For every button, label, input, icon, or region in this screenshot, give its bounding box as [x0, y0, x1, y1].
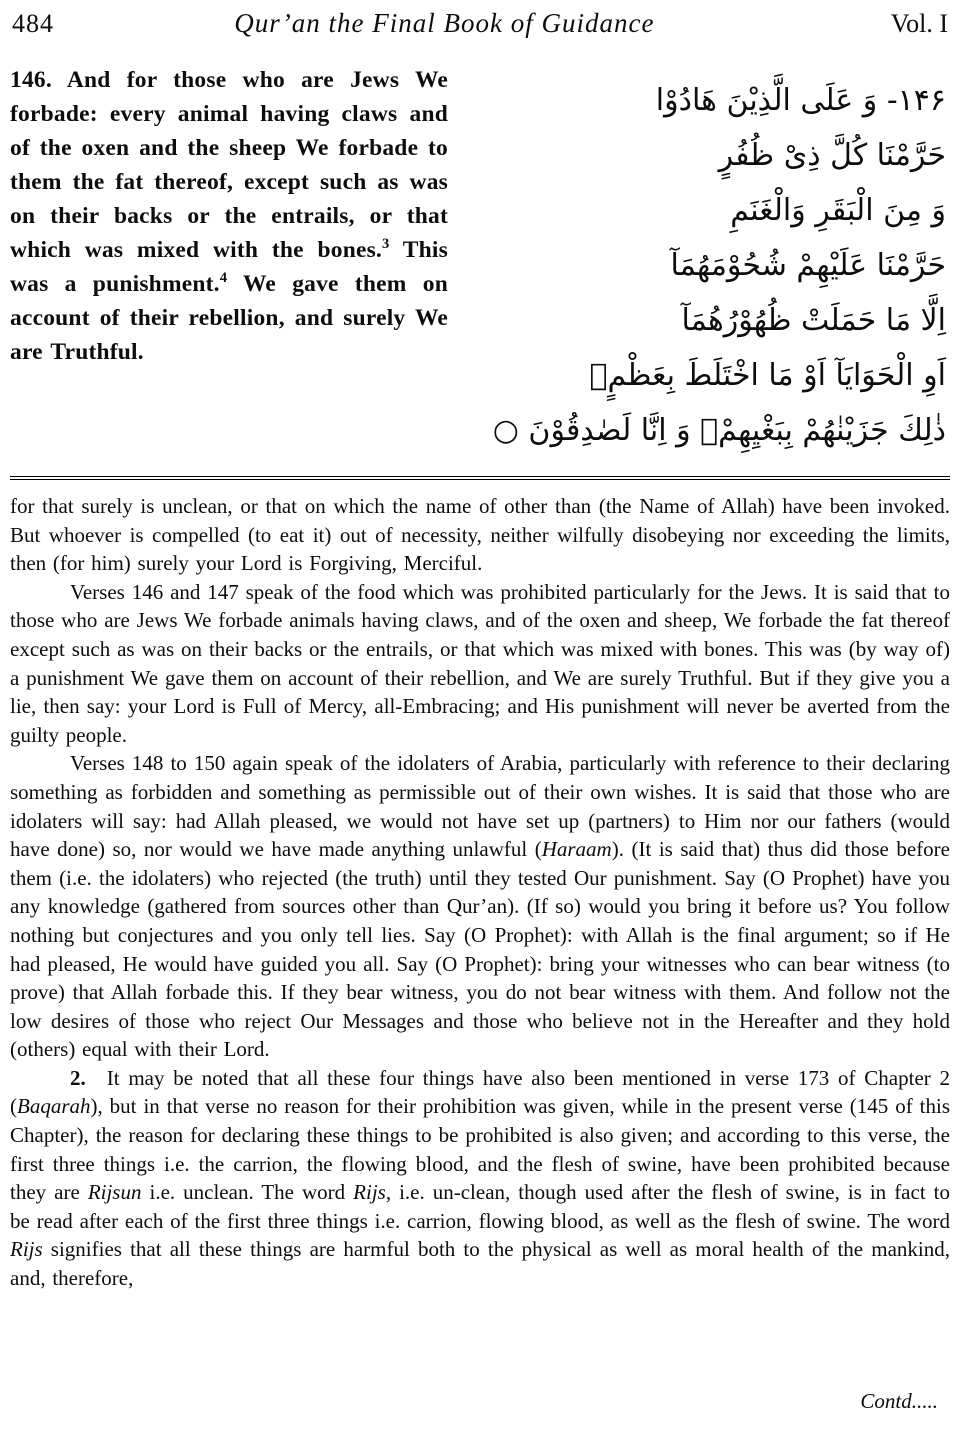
arabic-line: حَرَّمْنَا عَلَيْهِمْ شُحُوْمَهُمَآ: [670, 248, 946, 283]
arabic-line: حَرَّمْنَا كُلَّ ذِىْ ظُفُرٍ: [718, 138, 946, 173]
volume-label: Vol. I: [890, 9, 948, 38]
arabic-line: ذٰلِكَ جَزَيْنٰهُمْ بِبَغْيِهِمْۛ وَ اِنَّا لَصٰدِقُوْنَ ○: [492, 413, 946, 448]
text-run: Haraam: [541, 837, 612, 862]
text-run: It may be noted that all these four things have also been mentioned in verse 173 of Chapter 2 (: [10, 1065, 950, 1119]
verse-translation: [10, 63, 448, 458]
arabic-line: ۱۴۶- وَ عَلَى الَّذِيْنَ هَادُوْا: [655, 83, 946, 118]
footnote-marker: 3: [382, 236, 390, 253]
contd-label: Contd.....: [860, 1389, 938, 1413]
text-run: This was a punishment.: [10, 237, 448, 297]
text-run: signifies that all these things are harmful both to the physical as well as moral health of the mankind, and, therefore,: [10, 1237, 950, 1291]
text-run: Rijs: [10, 1237, 43, 1262]
text-run: Rijs: [353, 1180, 386, 1205]
page-header: [10, 6, 950, 39]
commentary-section: [10, 492, 950, 1293]
section-divider: [10, 476, 950, 480]
text-run: for that surely is unclean, or that on which the name of other than (the Name of Allah) have been invoked. But whoever is compelled (to eat it) out of necessity, neither wilfully disobeying nor exceeding the limits, then (for him) surely your Lord is Forgiving, Merciful.: [10, 494, 950, 576]
commentary-paragraph: [10, 578, 950, 750]
text-run: , i.e. un-clean, though used after the flesh of swine, is in fact to be read after each of the first three things i.e. carrion, flowing blood, as well as the flesh of swine. The word: [10, 1180, 951, 1233]
text-run: 146. And for those who are Jews We forbade: every animal having claws and of the oxen and the sheep We forbade to them the fat thereof, except such as was on their backs or the entrails, or that which was mixed with the bones.: [10, 67, 448, 263]
book-title: Qur’an the Final Book of Guidance: [234, 8, 655, 38]
verse-arabic: [448, 73, 950, 458]
text-run: We gave them on account of their rebellion, and surely We are Truthful.: [10, 271, 448, 365]
text-run: Baqarah: [17, 1094, 91, 1119]
text-run: Rijsun: [87, 1180, 142, 1205]
text-run: Verses 148 to 150 again speak of the idolaters of Arabia, particularly with reference to their declaring something as forbidden and something as permissible out of their own wishes. It is said that those who are idolaters will say: had Allah pleased, we would not have set up (partners) to Him nor our fathers (would have done) so, nor would we have made anything unlawful (: [10, 751, 950, 862]
text-run: ). (It is said that) thus did those before them (i.e. the idolaters) who rejected (the truth) until they tested Our punishment. Say (O Prophet) have you any knowledge (gathered from sources other than Qur’an). (If so) would you bring it before us? You follow nothing but conjectures and you only tell lies. Say (O Prophet): with Allah is the final argument; so if He had pleased, He would have guided you all. Say (O Prophet): bring your witnesses who can bear witness (to prove) that Allah forbade this. If they bear witness, you do not bear witness with them. And follow not the low desires of those who reject Our Messages and those who believe not in the Hereafter and they hold (others) equal with their Lord.: [10, 837, 950, 1062]
verse-section: [10, 63, 950, 458]
text-run: 2.: [70, 1065, 86, 1090]
text-run: ), but in that verse no reason for their prohibition was given, while in the present verse (145 of this Chapter), the reason for declaring these things to be prohibited is also given; and according to this verse, the first three things i.e. the carrion, the flowing blood, and the flesh of swine, have been prohibited because they are: [10, 1094, 950, 1205]
commentary-paragraph: [10, 492, 950, 578]
page-number: 484: [12, 9, 54, 38]
commentary-paragraph: [10, 1064, 950, 1293]
arabic-line: اِلَّا مَا حَمَلَتْ ظُهُوْرُهُمَآ: [681, 303, 946, 338]
commentary-paragraph: [10, 749, 950, 1064]
text-run: i.e. unclean. The word: [141, 1180, 354, 1205]
footnote-marker: 4: [219, 270, 228, 287]
text-run: Verses 146 and 147 speak of the food which was prohibited particularly for the Jews. It is said that to those who are Jews We forbade animals having claws, and of the oxen and sheep, We forbade the fat thereof except such as was on their backs or the entrails, or that which was mixed with bones. This was (by way of) a punishment We gave them on account of their rebellion, and We are surely Truthful. But if they give you a lie, then say: your Lord is Full of Mercy, all-Embracing; and His punishment will never be averted from the guilty people.: [10, 579, 950, 747]
arabic-line: وَ مِنَ الْبَقَرِ وَالْغَنَمِ: [730, 193, 946, 228]
arabic-line: اَوِ الْحَوَايَآ اَوْ مَا اخْتَلَطَ بِعَظْمٍۘ: [589, 358, 946, 393]
